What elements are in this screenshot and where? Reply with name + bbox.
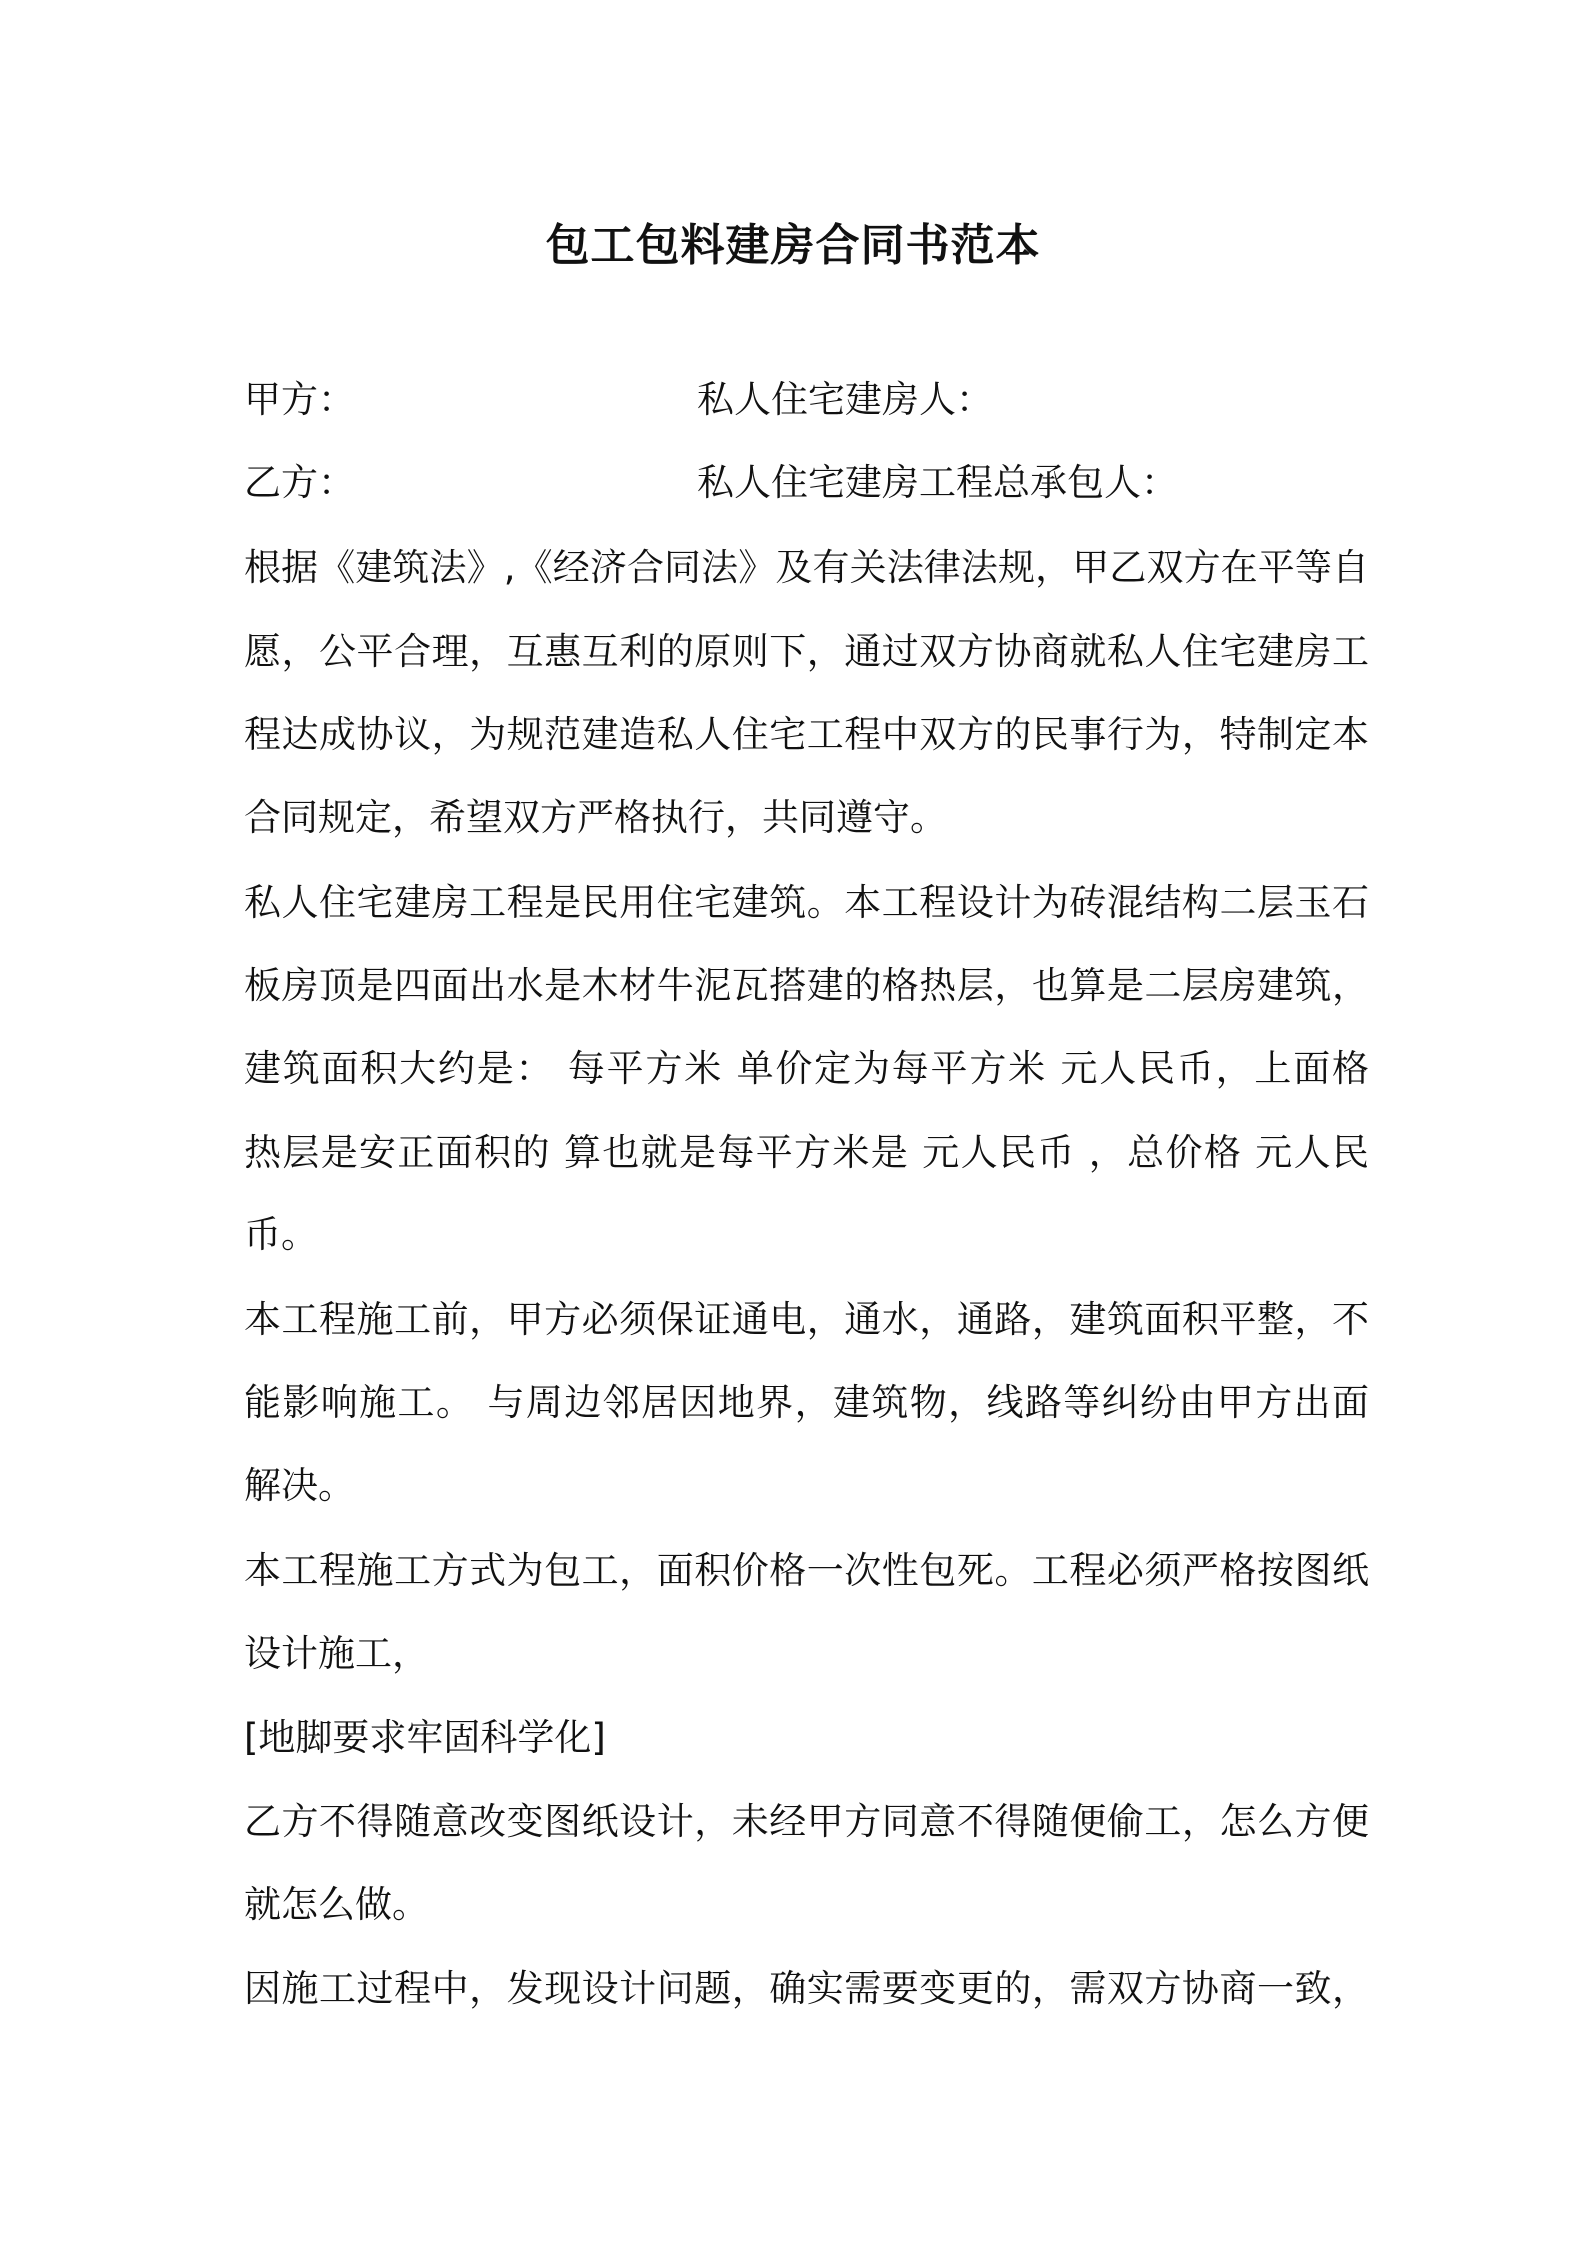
body-line-13: 本工程施工方式为包工，面积价格一次性包死。工程必须严格按图纸 [244, 1549, 1369, 1592]
body-line-7: 建筑面积大约是： 每平方米 单价定为每平方米 元人民币，上面格 [244, 1047, 1369, 1090]
body-line-1: 根据《建筑法》,《经济合同法》及有关法律法规，甲乙双方在平等自 [244, 546, 1369, 589]
party-a-description: 私人住宅建房人： [697, 378, 993, 421]
body-line-12: 解决。 [244, 1464, 355, 1507]
party-b-description: 私人住宅建房工程总承包人： [697, 461, 1178, 504]
body-line-4: 合同规定，希望双方严格执行，共同遵守。 [244, 796, 947, 839]
body-line-3: 程达成协议，为规范建造私人住宅工程中双方的民事行为，特制定本 [244, 713, 1369, 756]
body-line-16: 乙方不得随意改变图纸设计，未经甲方同意不得随便偷工，怎么方便 [244, 1800, 1369, 1843]
body-line-11: 能影响施工。 与周边邻居因地界，建筑物，线路等纠纷由甲方出面 [244, 1381, 1369, 1424]
body-line-5: 私人住宅建房工程是民用住宅建筑。本工程设计为砖混结构二层玉石 [244, 881, 1369, 924]
document-title: 包工包料建房合同书范本 [545, 220, 1041, 271]
body-line-17: 就怎么做。 [244, 1883, 429, 1926]
body-line-2: 愿，公平合理，互惠互利的原则下，通过双方协商就私人住宅建房工 [244, 630, 1369, 673]
party-b-label: 乙方： [244, 461, 355, 504]
party-a-label: 甲方： [244, 378, 355, 421]
body-line-9: 币。 [244, 1213, 318, 1256]
body-line-15: [地脚要求牢固科学化] [244, 1716, 606, 1759]
body-line-18: 因施工过程中，发现设计问题，确实需要变更的，需双方协商一致， [244, 1967, 1369, 2010]
body-line-10: 本工程施工前，甲方必须保证通电，通水，通路，建筑面积平整，不 [244, 1298, 1369, 1341]
body-line-14: 设计施工， [244, 1632, 429, 1675]
body-line-8: 热层是安正面积的 算也就是每平方米是 元人民币 ，总价格 元人民 [244, 1131, 1369, 1174]
body-line-6: 板房顶是四面出水是木材牛泥瓦搭建的格热层，也算是二层房建筑， [244, 964, 1369, 1007]
